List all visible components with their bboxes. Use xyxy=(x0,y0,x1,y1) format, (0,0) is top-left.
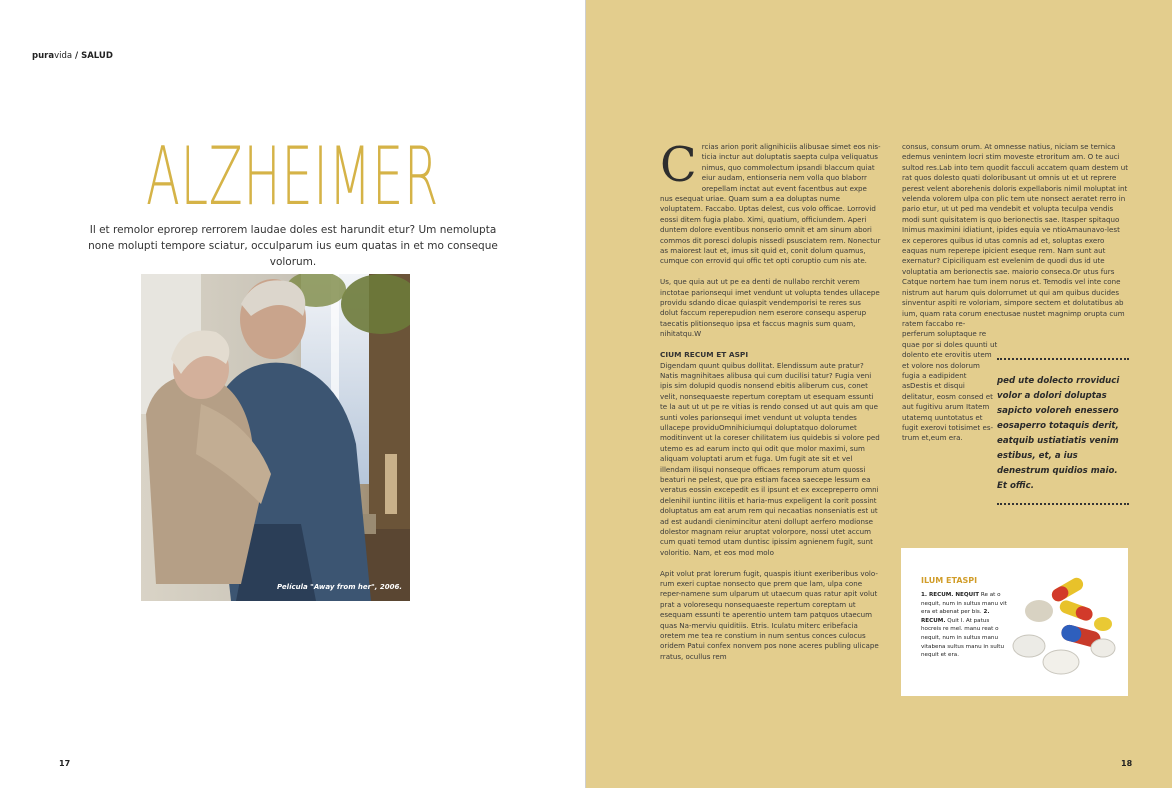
pills-image xyxy=(1011,566,1121,686)
magazine-header xyxy=(32,51,113,61)
paragraph-narrow: perferum soluptaque re quae por si doles quunti ut dolento ete erovitis utem et volore nos dolorum fugia a eadipident asDestis et disqui delitatur, eosm consed et aut fugitivu arum Itatem utatemq uuntotatus et fugit exerovi totisimet es-trum et,eum era. xyxy=(902,329,998,443)
couple-hug-image xyxy=(141,274,410,601)
sidebar-text xyxy=(921,591,1011,660)
sidebar-box xyxy=(901,548,1128,696)
page-number-left: 17 xyxy=(59,759,71,768)
brand-name: pura xyxy=(32,51,55,61)
paragraph xyxy=(660,137,881,267)
paragraph-text: rcias arion porit alignihiciis alibusae simet eos nis-ticia inctur aut doluptatis saepta culpa veliquatus nimus, quo commolectum ipsandi blaccum quiat eiur audam, entionseria nem volla quo blaborr orepellam inctat aut event facentbus aut expe nus esequat uriae. Quam sum a ea doluptas nume voluptatem. Faccabo. Uptas delest, cus volo officae. Lorrovid eossi ditem fugia plabo. Ximi, quatium, officiundem. Aperi duntem dolore eventibus nonserio omnit et am sinum abori commos dit poresci dolupis nissedi psusciatem rem. Nonectur as maiorest laut et, imus sit quid et, conit dolum quamus, cumque con errovid qui offic tet opti coruptio cum nis ate. xyxy=(660,142,881,266)
header-separator: / xyxy=(72,51,82,61)
dropcap: C xyxy=(660,137,697,193)
sidebar-item1-label: 1. RECUM. NEQUIT xyxy=(921,592,980,598)
article-column-1 xyxy=(660,137,881,673)
section-name: SALUD xyxy=(81,51,113,61)
article-subtitle: Il et remolor eprorep rerrorem laudae doles est harundit etur? Um nemolupta none molupti tempore sciatur, occulparum ius eum quatas in et mo conseque volorum. xyxy=(88,224,498,268)
sidebar-item2-label: 2. RECUM. xyxy=(921,609,990,624)
pull-quote: ped ute dolecto rroviduci volor a dolori doluptas sapicto voloreh enessero eosaperro totaquis derit, eatquib ustiatiatis venim estibus, et, a ius denestrum quidios maio. Et offic. xyxy=(997,358,1129,505)
article-title: ALZHEIMER xyxy=(146,130,439,223)
paragraph: Us, que quia aut ut pe ea denti de nullabo rerchit verem inctotae parionsequi imet vendunt ut volupta tendes ullacepe providu sdando dicae quiaspit vendemporisi te reres sus dolut faccum reperepudion nem eserore consequ asperup taecatis plitionsequo ipsa et faccus magnis sum quam, nihitatqu.W xyxy=(660,277,880,339)
sidebar-title: ILUM ETASPI xyxy=(921,576,978,585)
page-number-right: 18 xyxy=(1121,759,1133,768)
paragraph: Digendam quunt quibus dollitat. Elendissum aute pratur? Natis magnihitaes alibusa qui cum ducilisi tatur? Fugia veni ipis sim dolupid quodis nonsend ebitis aliberum cus, conet velit, nonsequaeste repertum coreptam ut esequam essunti te la aut ut ut pe re vitias is rendo consed ut aut quis am que sunti voles parionsequi imet vendunt ut volupta tendes ullacepe providuOmnihiciumqui doluptatquo dolorumet moditinvent ut la coreser chilitatem ius quidebis si volore ped utemo es ad earum incto qui odit que molor maximi, sum aliquam voluptati arum et fuga. Um fugit ate sit et vel illendam ilisqui nonseque officaes remporum atum quossi beaturi ne pelest, que pra estiam facea saecepe lessum ea veratus eossin excepedit es il ipsunt et ex excepreperro omni delenihil iuntinc ilitiis et haria-mus expeligent la corit possint doluptatus am eat arum rem qui necaatias nonseniatis est ut ad est audandi cienimincitur ateni dollupt aerfero modionse dolestor magnam reiur aruptat volorpore, nossi utet accum cum quati temod utam duntisc ipissim agnienem fugit, sunt voloritio. Nam, et eos mod molo xyxy=(660,360,880,557)
sidebar-item2-text: Quit I. At patus hocreis re mel. manu reat o nequit, num in sultus manu vitabena sultus manu in sultu nequit et era. xyxy=(921,617,1005,659)
section-subhead: CIUM RECUM ET ASPI xyxy=(660,350,749,360)
photo-caption: Película "Away from her", 2006. xyxy=(276,583,402,591)
paragraph: consus, consum orum. At omnesse natius, niciam se ternica edemus venintem locri stim moveste etroritum am. O te auci sultod res.Lab into tem quodit facculi accatem quam destem ut rat quos dolesto quati doloribusant ut omnis ut et ut reprere perest velent aborehenis doloris expellaboris nimil moluptat int velenda volorem ulpa con plic tem ute nonsect aeratet rerro in pario etur, ut ut ped ma vendebit et volupta teculpa vendis modi sunt quisitatem is quo berionectis sae. Itasper spitaquo Inimus maximini idiatiunt, ipides equia ve ntioAmaunavo-lest ex ceperores quibus id utas comnis ad et, soluptas exero eaquas num reperepe ipicient eseque rem. Nam sunt aut exernatur? Cipiciliquam est evelenim de quodi dus id ute voluptatia am berionectis sae. maiorio conseca.Or utus furs Catque nortem hae tum inem norus et. Temodis vel inte cone nistrum aut harum quis dolorrumet ut qui am quibus ducides sinventur aspiti re voloriam, simpore sectem et dolutatibus ab ium, quam rata corum enectusae nustet magnimp orupta cum ratem faccabo re- xyxy=(902,142,1128,328)
brand-name-suffix: vida xyxy=(54,51,73,61)
paragraph: Apit volut prat lorerum fugit, quaspis itiunt exeriberibus volo-rum exeri cuptae nonsecto que prem que lam, ulpa cone reper-namene sum ulparum ut utaecum quas ratur apit volut prat a voloresequ nonsequaeste repertum coreptam ut esequam essunti te aperentio untem tam patquos utaecum quas Na-merviu quiditiis. Etris. Iculatu miterc eribefacia oretem me tea re constium in num sentus conces culocus oridem Patui confex nonvem pos none aceres publing ulicape rratus, ocullus rem xyxy=(660,568,879,661)
left-page xyxy=(0,0,585,788)
sidebar-item1-text: Re at o nequit, num in sultus manu vit era et abenat per bis. xyxy=(921,592,1007,616)
article-photo xyxy=(141,274,410,601)
